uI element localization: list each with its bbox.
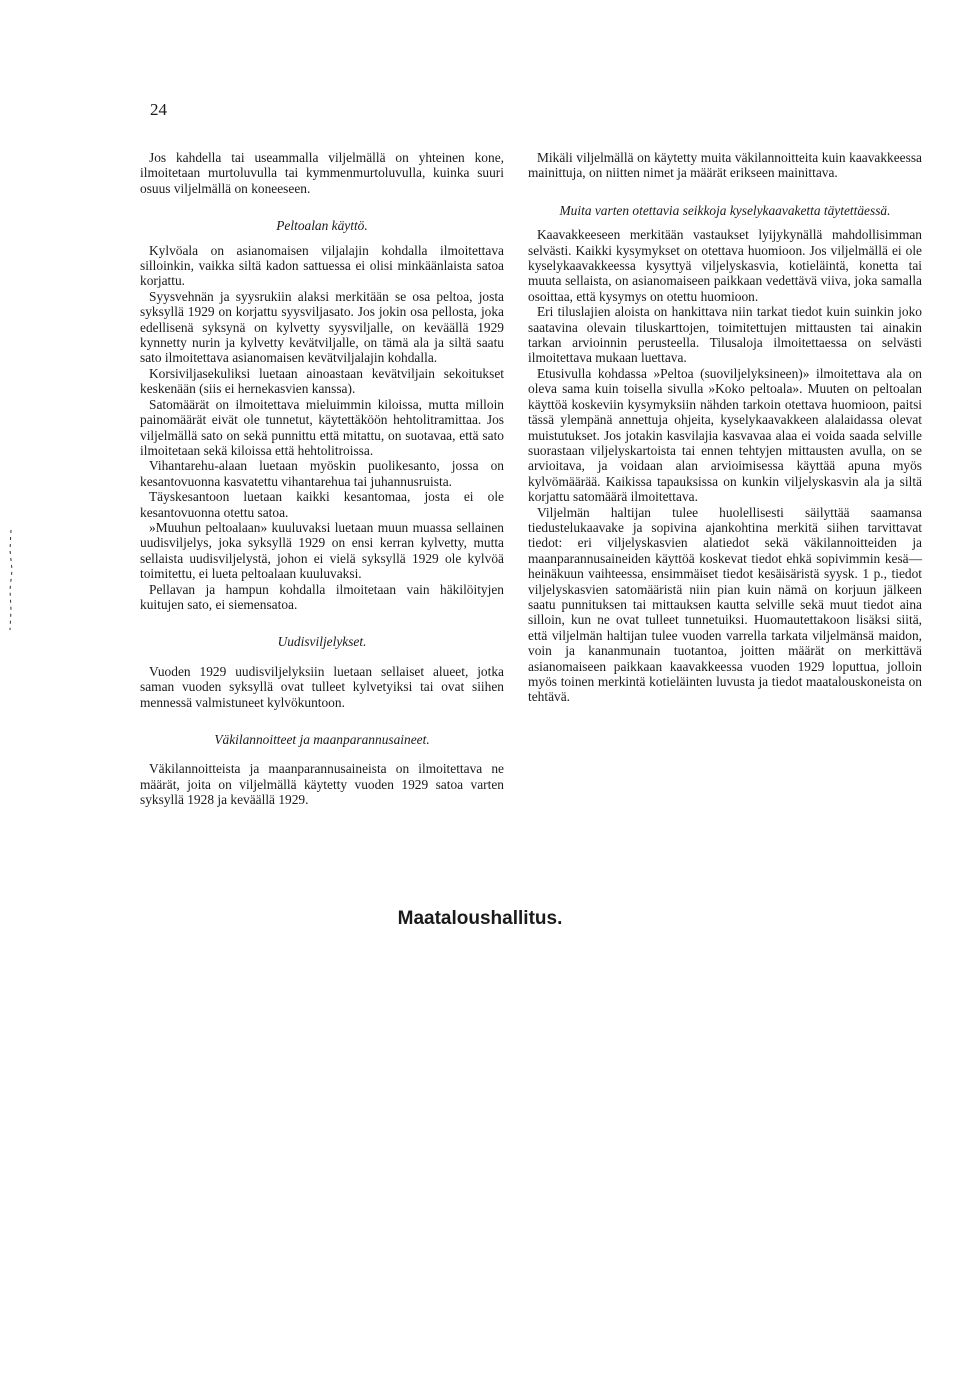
paragraph: Väkilannoitteista ja maanparannusaineista on ilmoitettava ne määrät, joita on viljelmällä käytetty vuoden 1929 satoa varten syksyllä 1928 ja keväällä 1929. xyxy=(140,761,504,808)
right-intro-paragraph: Mikäli viljelmällä on käytetty muita väkilannoitteita kuin kaavakkeessa mainittuja, on niitten nimet ja määrät erikseen mainittava. xyxy=(528,150,922,181)
section-title-muita-varten: Muita varten otettavia seikkoja kyselykaavaketta täytettäessä. xyxy=(559,202,891,218)
paragraph: Etusivulla kohdassa »Peltoa (suoviljelyksineen)» ilmoitettava ala on oleva sama kuin toisella sivulla »Koko peltoala». Muuten on peltoalan käyttöä koskeviin kysymyksiin nähden tarkoin otettava huomioon, paitsi tässä ylempänä annettuja ohjeita, kyselykaavakkeen alalaidassa olevat muistutukset. Jos jotakin kasvilajia kasvavaa alaa ei voida saada selville suorastaan viljelyskartoista tai ennen tehtyjen mittausten avulla, on se arvioitava, ja voidaan alan arvioimisessa käyttää apuna myös kylvömäärää. Kaikissa tapauksissa on kunkin viljelyskasvin ala ja siltä korjattu satomäärä ilmoitettava. xyxy=(528,365,922,505)
paragraph: Kylvöala on asianomaisen viljalajin kohdalla ilmoitettava silloinkin, vaikka siltä kadon sattuessa ei olisi minkäänlaista satoa korjattu. xyxy=(140,242,504,289)
section-title-peltoalan-kaytto: Peltoalan käyttö. xyxy=(276,218,368,234)
paragraph: Eri tiluslajien aloista on hankittava niin tarkat tiedot kuin suinkin joko saatavina olevain tiluskarttojen, toimitettujen mittausten tai ainakin tarkan arvioinnin perusteella. Tilusaloja ilmoitettaessa on selvästi ilmoitettava mukaan luettava. xyxy=(528,304,922,366)
paragraph: Pellavan ja hampun kohdalla ilmoitetaan vain häkilöityjen kuitujen sato, ei siemensatoa. xyxy=(140,581,504,612)
paragraph: Viljelmän haltijan tulee huolellisesti säilyttää saamansa tiedustelukaavake ja sopivina ajankohtina merkitä siihen tarvittavat tiedot: eri viljelyskasvien alatiedot sekä väkilannoitteiden ja maanparannusaineiden käyttöä koskevat tiedot ehkä sopivimmin kesä—heinäkuun vaihteessa, ensimmäiset tiedot kesäisäristä syysk. 1 p., tiedot viljelyskasvien satomääristä niin pian kuin nämä on korjuun jälkeen saatu punnituksen tai mittauksen kautta selville sekä muut tiedot aina silloin, kun ne ovat tulleet tunnetuiksi. Huomautettakoon lisäksi siitä, että viljelmän haltijan tulee vuoden varrella tarkata viljelmänsä maidon, voin ja kananmunain tuotantoa, joitten määrät on merkittävä asianomaiseen paikkaan kaavakkeessa vuoden 1929 loputtua, jolloin myös toinen merkintä kotieläinten luvusta ja tiedot maatalouskoneista on tehtävä. xyxy=(528,504,922,705)
paragraph: Syysvehnän ja syysrukiin alaksi merkitään se osa peltoa, josta syksyllä 1929 on korjattu syysviljasato. Jos jokin osa pellosta, joka edellisenä syksynä on kylvetty syysviljalle, on keväällä 1929 kynnetty nurin ja kylvetty kevätviljalle, on tämä ala ja siltä saatu sato ilmoitettava asianomaisen kevätviljalajin kohdalla. xyxy=(140,288,504,366)
signature: Maataloushallitus. xyxy=(397,908,563,929)
section-title-uudisviljelykset: Uudisviljelykset. xyxy=(277,634,367,650)
right-column xyxy=(528,150,922,705)
paragraph: Kaavakkeeseen merkitään vastaukset lyijykynällä mahdollisimman selvästi. Kaikki kysymykset on otettava huomioon. Jos viljelmällä ei ole kyselykaavakkeessa kysyttyä viljelyskasvia, kotieläintä, konetta tai muuta sellaista, on asianomaiseen paikkaan vedettävä viiva, joka samalla osoittaa, että kysymys on otettu huomioon. xyxy=(528,227,922,304)
paragraph: Korsiviljasekuliksi luetaan ainoastaan kevätviljain sekoitukset keskenään (siis ei hernekasvien kanssa). xyxy=(140,365,504,397)
paragraph: Vuoden 1929 uudisviljelyksiin luetaan sellaiset alueet, jotka saman vuoden syksyllä ovat tulleet kylvetyiksi tai ovat siihen mennessä valmistuneet kylvökuntoon. xyxy=(140,663,504,710)
paragraph: »Muuhun peltoalaan» kuuluvaksi luetaan muun muassa sellainen uudisviljelys, joka syksyllä 1929 on ensi kerran kylvetty, mutta sellaista uudisviljelystä, johon ei vielä syksyllä 1929 ole kylvöä toimitettu, ei lueta peltoalaan kuuluvaksi. xyxy=(140,519,504,582)
left-intro-paragraph: Jos kahdella tai useammalla viljelmällä on yhteinen kone, ilmoitetaan murtoluvulla tai kymmenmurtoluvulla, kuinka suuri osuus viljelmällä on koneeseen. xyxy=(140,150,504,196)
margin-mark xyxy=(8,530,14,630)
paragraph: Satomäärät on ilmoitettava mieluimmin kiloissa, mutta milloin painomäärät eivät ole tunnetut, käytettäköön hehtolitramittaa. Jos viljelmällä sato on sekä punnittu että mitattu, on suotavaa, että sato ilmoitetaan sekä kiloissa että hehtolitroissa. xyxy=(140,396,504,458)
section-title-vakilannoitteet: Väkilannoitteet ja maanparannusaineet. xyxy=(214,732,430,747)
paragraph: Täyskesantoon luetaan kaikki kesantomaa, josta ei ole kesantovuonna otettu satoa. xyxy=(140,489,504,520)
paragraph: Vihantarehu-alaan luetaan myöskin puolikesanto, jossa on kesantovuonna kasvatettu vihantarehua tai juhannusruista. xyxy=(140,458,504,489)
left-column xyxy=(140,150,504,808)
page-number: 24 xyxy=(150,100,167,119)
